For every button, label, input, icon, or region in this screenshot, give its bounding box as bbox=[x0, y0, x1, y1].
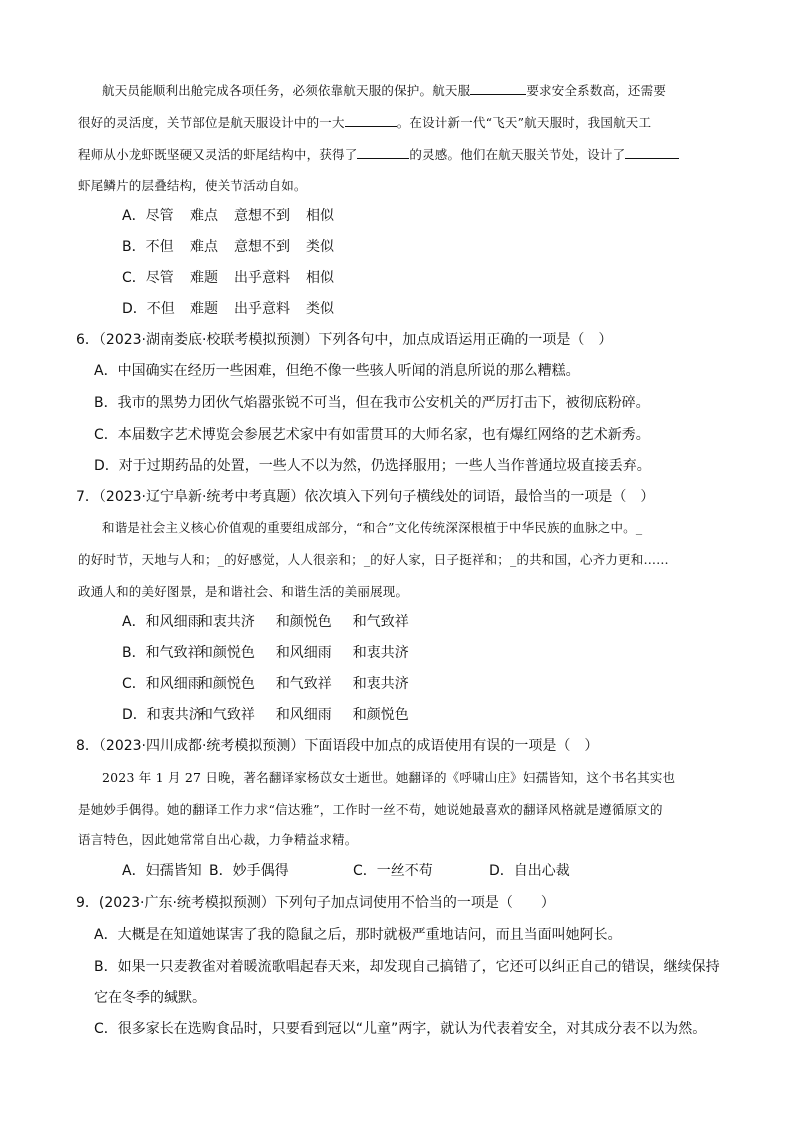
text: 的灵感。他们在航天服关节处，设计了 bbox=[409, 147, 626, 162]
option-part: 和颜悦色 bbox=[275, 614, 332, 630]
option-part: 难点 bbox=[190, 208, 218, 224]
q7-option-a[interactable] bbox=[122, 612, 409, 632]
q6-option-b[interactable]: B．我市的黑势力团伙气焰嚣张锐不可当，但在我市公安机关的严厉打击下，被彻底粉碎。 bbox=[94, 395, 650, 411]
option-part: B．和气致祥 bbox=[122, 645, 202, 661]
q8-option-c[interactable]: C．一丝不苟 bbox=[353, 863, 433, 879]
q8-option-d[interactable]: D．自出心裁 bbox=[489, 863, 570, 879]
option-part: B．不但 bbox=[122, 239, 174, 255]
option-part: 和颜悦色 bbox=[352, 707, 409, 723]
q5-option-b[interactable] bbox=[122, 237, 334, 257]
q7-option-b[interactable] bbox=[122, 643, 409, 663]
q5-passage-line-3 bbox=[78, 144, 679, 165]
q5-passage-line-1 bbox=[102, 80, 666, 101]
q7-option-d[interactable] bbox=[122, 705, 409, 725]
q8-passage-line-1: 2023 年 1 月 27 日晚，著名翻译家杨苡女士逝世。她翻译的《呼啸山庄》妇孺皆知，这个书名其实也 bbox=[102, 770, 676, 785]
fill-blank bbox=[345, 112, 397, 127]
option-part: 和颜悦色 bbox=[198, 645, 255, 661]
option-part: 和风细雨 bbox=[275, 645, 332, 661]
q5-passage-line-4 bbox=[78, 176, 307, 196]
option-part: 难题 bbox=[190, 301, 218, 317]
q5-option-a[interactable] bbox=[122, 206, 334, 226]
q7-option-c[interactable] bbox=[122, 674, 409, 694]
fill-blank bbox=[470, 80, 526, 95]
option-part: 难题 bbox=[190, 270, 218, 286]
option-part: 和衷共济 bbox=[198, 614, 255, 630]
q6-stem: 6．（2023·湖南娄底·校联考模拟预测）下列各句中，加点成语运用正确的一项是（ ） bbox=[76, 332, 613, 348]
fill-blank bbox=[357, 144, 409, 159]
q5-passage-line-2 bbox=[78, 112, 651, 133]
option-part: 相似 bbox=[306, 270, 334, 286]
option-part: 意想不到 bbox=[234, 208, 290, 224]
text: 程师从小龙虾既坚硬又灵活的虾尾结构中，获得了 bbox=[78, 147, 358, 162]
option-part: 和气致祥 bbox=[275, 676, 332, 692]
q5-option-c[interactable] bbox=[122, 268, 334, 288]
option-part: 和风细雨 bbox=[275, 707, 332, 723]
q5-option-d[interactable] bbox=[122, 299, 334, 319]
text: 很好的灵活度，关节部位是航天服设计中的一大 bbox=[78, 115, 345, 130]
option-part: 出乎意料 bbox=[234, 270, 290, 286]
q8-passage-line-3: 语言特色，因此她常常自出心裁，力争精益求精。 bbox=[78, 832, 358, 847]
option-part: 难点 bbox=[190, 239, 218, 255]
q7-passage-line-1: 和谐是社会主义核心价值观的重要组成部分，“和合”文化传统深深根植于中华民族的血脉之中。_ bbox=[102, 520, 643, 535]
option-part: 相似 bbox=[306, 208, 334, 224]
option-part: A．和风细雨 bbox=[122, 614, 202, 630]
option-part: 类似 bbox=[306, 301, 334, 317]
text: 要求安全系数高，还需要 bbox=[526, 83, 667, 98]
q8-stem: 8．（2023·四川成都·统考模拟预测）下面语段中加点的成语使用有误的一项是（ ） bbox=[76, 738, 599, 754]
q9-stem: 9．(2023·广东·统考模拟预测）下列句子加点词使用不恰当的一项是（ ） bbox=[76, 895, 555, 911]
q8-passage-line-2: 是她妙手偶得。她的翻译工作力求“信达雅”，工作时一丝不苟，她说她最喜欢的翻译风格就是遵循原文的 bbox=[78, 802, 663, 817]
option-part: 意想不到 bbox=[234, 239, 290, 255]
option-part: 和气致祥 bbox=[352, 614, 409, 630]
option-part: D．不但 bbox=[122, 301, 175, 317]
option-part: A．尽管 bbox=[122, 208, 174, 224]
option-part: D．和衷共济 bbox=[122, 707, 203, 723]
fill-blank bbox=[625, 144, 679, 159]
option-part: C．和风细雨 bbox=[122, 676, 202, 692]
option-part: 和衷共济 bbox=[352, 676, 409, 692]
q6-option-d[interactable]: D．对于过期药品的处置，一些人不以为然，仍选择服用；一些人当作普通垃圾直接丢弃。 bbox=[94, 458, 651, 474]
q9-option-b-line-1[interactable]: B．如果一只麦教雀对着暖流歌唱起春天来，却发现自己搞错了，它还可以纠正自己的错误，继续保持 bbox=[94, 959, 720, 975]
q7-passage-line-2: 的好时节，天地与人和；_的好感觉，人人很亲和；_的好人家，日子挺祥和；_的共和国，心齐力更和…… bbox=[78, 552, 669, 567]
option-part: 和颜悦色 bbox=[198, 676, 255, 692]
option-part: 和衷共济 bbox=[352, 645, 409, 661]
q6-option-a[interactable]: A．中国确实在经历一些困难，但绝不像一些骇人听闻的消息所说的那么糟糕。 bbox=[94, 363, 580, 379]
text: 。在设计新一代“飞天”航天服时，我国航天工 bbox=[396, 115, 652, 130]
q6-option-c[interactable]: C．本届数字艺术博览会参展艺术家中有如雷贯耳的大师名家，也有爆红网络的艺术新秀。 bbox=[94, 427, 650, 443]
q7-stem: 7．（2023·辽宁阜新·统考中考真题）依次填入下列句子横线处的词语，最恰当的一项是（ ） bbox=[76, 489, 655, 505]
option-part: 类似 bbox=[306, 239, 334, 255]
q9-option-a[interactable]: A．大概是在知道她谋害了我的隐鼠之后，那时就极严重地诘问，而且当面叫她阿长。 bbox=[94, 927, 622, 943]
q7-passage-line-3: 政通人和的美好图景，是和谐社会、和谐生活的美丽展现。 bbox=[78, 584, 409, 599]
option-part: C．尽管 bbox=[122, 270, 174, 286]
q8-options-row bbox=[122, 861, 570, 881]
option-part: 和气致祥 bbox=[198, 707, 255, 723]
q9-option-b-line-2[interactable]: 它在冬季的缄默。 bbox=[94, 990, 206, 1006]
text: 航天员能顺利出舱完成各项任务，必须依靠航天服的保护。航天服 bbox=[102, 83, 471, 98]
q9-option-c[interactable]: C．很多家长在选购食品时，只要看到冠以“儿童”两字，就认为代表着安全，对其成分表不以为然。 bbox=[94, 1021, 707, 1037]
option-part: 出乎意料 bbox=[234, 301, 290, 317]
text: 虾尾鳞片的层叠结构，使关节活动自如。 bbox=[78, 178, 307, 193]
q8-option-a[interactable]: A．妇孺皆知 bbox=[122, 863, 202, 879]
q8-option-b[interactable]: B．妙手偶得 bbox=[209, 863, 289, 879]
